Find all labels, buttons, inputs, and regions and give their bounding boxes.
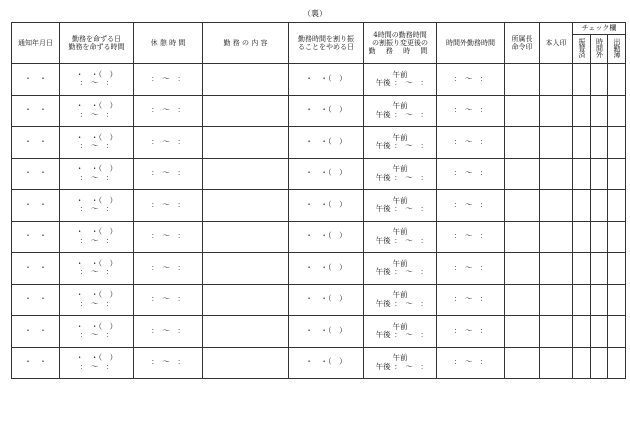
cell-4hour-change[interactable]: 午前 午後 ： 〜 ： <box>364 316 437 348</box>
cell-cancel-date[interactable]: ・ ・（ ） <box>289 284 364 316</box>
cell-check-overtime[interactable] <box>591 316 608 348</box>
cell-notice-date[interactable]: ・ ・ <box>12 284 60 316</box>
table-row <box>12 158 626 190</box>
header-check-transfer: 振替済 <box>573 35 591 64</box>
cell-notice-date[interactable]: ・ ・ <box>12 95 60 127</box>
cell-check-overtime[interactable] <box>591 284 608 316</box>
cell-check-attendance[interactable] <box>608 158 626 190</box>
header-check-column: チェック欄 <box>573 23 626 35</box>
cell-cancel-date[interactable]: ・ ・（ ） <box>289 95 364 127</box>
cell-check-transfer[interactable] <box>573 127 591 159</box>
cell-overtime[interactable]: ： 〜 ： <box>437 253 505 285</box>
cell-notice-date[interactable]: ・ ・ <box>12 253 60 285</box>
cell-check-transfer[interactable] <box>573 190 591 222</box>
cell-break-time[interactable]: ： 〜 ： <box>134 221 203 253</box>
table-row <box>12 190 626 222</box>
header-work-order-line1: 勤務を命ずる日 <box>72 34 121 43</box>
cell-work-content[interactable] <box>203 284 289 316</box>
cell-work-order[interactable]: ・ ・（ ） ： 〜 ： <box>60 64 134 96</box>
cell-notice-date[interactable]: ・ ・ <box>12 127 60 159</box>
table-row <box>12 221 626 253</box>
cell-notice-date[interactable]: ・ ・ <box>12 64 60 96</box>
cell-4hour-change[interactable]: 午前 午後 ： 〜 ： <box>364 95 437 127</box>
cell-break-time[interactable]: ： 〜 ： <box>134 95 203 127</box>
cell-break-time[interactable]: ： 〜 ： <box>134 190 203 222</box>
cell-self-seal[interactable] <box>540 347 573 379</box>
cell-check-attendance[interactable] <box>608 316 626 348</box>
cell-notice-date[interactable]: ・ ・ <box>12 316 60 348</box>
cell-break-time[interactable]: ： 〜 ： <box>134 316 203 348</box>
cell-break-time[interactable]: ： 〜 ： <box>134 127 203 159</box>
header-break-time: 休 憩 時 間 <box>134 23 203 64</box>
header-chief-line1: 所属長 <box>511 34 533 43</box>
cell-self-seal[interactable] <box>540 64 573 96</box>
cell-check-overtime[interactable] <box>591 221 608 253</box>
cell-check-attendance[interactable] <box>608 64 626 96</box>
table-row <box>12 127 626 159</box>
header-4hour-line1: 4時間の勤務時間 <box>373 30 427 39</box>
cell-chief-seal[interactable] <box>505 221 540 253</box>
cell-self-seal[interactable] <box>540 284 573 316</box>
cell-break-time[interactable]: ： 〜 ： <box>134 64 203 96</box>
cell-work-order[interactable]: ・ ・（ ） ： 〜 ： <box>60 95 134 127</box>
cell-cancel-date[interactable]: ・ ・（ ） <box>289 253 364 285</box>
cell-check-overtime[interactable] <box>591 64 608 96</box>
cell-check-attendance[interactable] <box>608 190 626 222</box>
header-chief-line2: 命令印 <box>511 43 533 51</box>
header-cancel-line1: 勤務時間を割り振 <box>298 34 354 43</box>
cell-notice-date[interactable]: ・ ・ <box>12 190 60 222</box>
cell-4hour-change[interactable]: 午前 午後 ： 〜 ： <box>364 64 437 96</box>
cell-overtime[interactable]: ： 〜 ： <box>437 95 505 127</box>
cell-chief-seal[interactable] <box>505 127 540 159</box>
cell-self-seal[interactable] <box>540 190 573 222</box>
cell-work-content[interactable] <box>203 221 289 253</box>
table-row <box>12 347 626 379</box>
table-row <box>12 64 626 96</box>
table-row <box>12 95 626 127</box>
header-work-order <box>60 23 134 64</box>
cell-cancel-date[interactable]: ・ ・（ ） <box>289 316 364 348</box>
cell-chief-seal[interactable] <box>505 158 540 190</box>
cell-work-order[interactable]: ・ ・（ ） ： 〜 ： <box>60 158 134 190</box>
cell-overtime[interactable]: ： 〜 ： <box>437 284 505 316</box>
cell-check-transfer[interactable] <box>573 284 591 316</box>
cell-self-seal[interactable] <box>540 316 573 348</box>
cell-self-seal[interactable] <box>540 158 573 190</box>
cell-check-transfer[interactable] <box>573 64 591 96</box>
header-4hour-line2: の割振り変更後の <box>372 38 428 47</box>
cell-work-content[interactable] <box>203 316 289 348</box>
cell-check-attendance[interactable] <box>608 284 626 316</box>
cell-chief-seal[interactable] <box>505 190 540 222</box>
header-cancel-line2: ることをやめる日 <box>298 43 354 51</box>
table-row <box>12 284 626 316</box>
cell-cancel-date[interactable]: ・ ・（ ） <box>289 221 364 253</box>
cell-check-attendance[interactable] <box>608 127 626 159</box>
cell-check-attendance[interactable] <box>608 221 626 253</box>
cell-overtime[interactable]: ： 〜 ： <box>437 64 505 96</box>
header-4hour-line3: 勤 務 時 間 <box>368 47 432 56</box>
cell-overtime[interactable]: ： 〜 ： <box>437 221 505 253</box>
cell-notice-date[interactable]: ・ ・ <box>12 347 60 379</box>
cell-check-overtime[interactable] <box>591 127 608 159</box>
page-side-label: （裏） <box>303 9 327 18</box>
cell-check-transfer[interactable] <box>573 316 591 348</box>
header-chief-seal <box>505 23 540 64</box>
cell-cancel-date[interactable]: ・ ・（ ） <box>289 190 364 222</box>
cell-break-time[interactable]: ： 〜 ： <box>134 347 203 379</box>
cell-overtime[interactable]: ： 〜 ： <box>437 316 505 348</box>
cell-check-attendance[interactable] <box>608 347 626 379</box>
header-overtime: 時間外勤務時間 <box>437 23 505 64</box>
cell-notice-date[interactable]: ・ ・ <box>12 221 60 253</box>
cell-chief-seal[interactable] <box>505 95 540 127</box>
cell-notice-date[interactable]: ・ ・ <box>12 158 60 190</box>
work-order-form-table <box>11 22 626 379</box>
cell-work-order[interactable]: ・ ・（ ） ： 〜 ： <box>60 127 134 159</box>
cell-work-order[interactable]: ・ ・（ ） ： 〜 ： <box>60 284 134 316</box>
cell-self-seal[interactable] <box>540 127 573 159</box>
cell-check-overtime[interactable] <box>591 158 608 190</box>
cell-overtime[interactable]: ： 〜 ： <box>437 190 505 222</box>
cell-work-order[interactable]: ・ ・（ ） ： 〜 ： <box>60 253 134 285</box>
header-cancel-date <box>289 23 364 64</box>
cell-work-order[interactable]: ・ ・（ ） ： 〜 ： <box>60 316 134 348</box>
cell-4hour-change[interactable]: 午前 午後 ： 〜 ： <box>364 221 437 253</box>
table-row <box>12 316 626 348</box>
cell-check-transfer[interactable] <box>573 347 591 379</box>
cell-cancel-date[interactable]: ・ ・（ ） <box>289 64 364 96</box>
cell-break-time[interactable]: ： 〜 ： <box>134 158 203 190</box>
cell-work-content[interactable] <box>203 64 289 96</box>
cell-self-seal[interactable] <box>540 253 573 285</box>
header-check-attendance: 出勤簿 <box>608 35 626 64</box>
cell-chief-seal[interactable] <box>505 64 540 96</box>
header-work-order-line2: 勤務を命ずる時間 <box>68 43 125 51</box>
cell-check-overtime[interactable] <box>591 347 608 379</box>
cell-work-content[interactable] <box>203 253 289 285</box>
cell-4hour-change[interactable]: 午前 午後 ： 〜 ： <box>364 158 437 190</box>
cell-check-transfer[interactable] <box>573 95 591 127</box>
cell-work-content[interactable] <box>203 127 289 159</box>
cell-check-transfer[interactable] <box>573 253 591 285</box>
cell-4hour-change[interactable]: 午前 午後 ： 〜 ： <box>364 190 437 222</box>
cell-4hour-change[interactable]: 午前 午後 ： 〜 ： <box>364 253 437 285</box>
cell-check-overtime[interactable] <box>591 95 608 127</box>
cell-self-seal[interactable] <box>540 221 573 253</box>
header-self-seal: 本人印 <box>540 23 573 64</box>
table-row <box>12 253 626 285</box>
cell-chief-seal[interactable] <box>505 316 540 348</box>
cell-break-time[interactable]: ： 〜 ： <box>134 284 203 316</box>
cell-check-transfer[interactable] <box>573 158 591 190</box>
cell-check-attendance[interactable] <box>608 253 626 285</box>
cell-chief-seal[interactable] <box>505 253 540 285</box>
header-check-overtime: 時間外 <box>591 35 608 64</box>
cell-work-content[interactable] <box>203 95 289 127</box>
cell-check-overtime[interactable] <box>591 190 608 222</box>
cell-work-content[interactable] <box>203 158 289 190</box>
cell-chief-seal[interactable] <box>505 284 540 316</box>
cell-4hour-change[interactable]: 午前 午後 ： 〜 ： <box>364 347 437 379</box>
cell-work-content[interactable] <box>203 347 289 379</box>
cell-self-seal[interactable] <box>540 95 573 127</box>
cell-work-order[interactable]: ・ ・（ ） ： 〜 ： <box>60 190 134 222</box>
cell-overtime[interactable]: ： 〜 ： <box>437 127 505 159</box>
cell-cancel-date[interactable]: ・ ・（ ） <box>289 347 364 379</box>
cell-cancel-date[interactable]: ・ ・（ ） <box>289 127 364 159</box>
cell-cancel-date[interactable]: ・ ・（ ） <box>289 158 364 190</box>
cell-overtime[interactable]: ： 〜 ： <box>437 158 505 190</box>
header-notice-date: 通知年月日 <box>12 23 60 64</box>
cell-work-order[interactable]: ・ ・（ ） ： 〜 ： <box>60 347 134 379</box>
cell-work-content[interactable] <box>203 190 289 222</box>
header-work-content: 勤 務 の 内 容 <box>203 23 289 64</box>
header-4hour-change <box>364 23 437 64</box>
cell-check-attendance[interactable] <box>608 95 626 127</box>
cell-work-order[interactable]: ・ ・（ ） ： 〜 ： <box>60 221 134 253</box>
cell-chief-seal[interactable] <box>505 347 540 379</box>
cell-check-overtime[interactable] <box>591 253 608 285</box>
cell-4hour-change[interactable]: 午前 午後 ： 〜 ： <box>364 127 437 159</box>
cell-check-transfer[interactable] <box>573 221 591 253</box>
cell-break-time[interactable]: ： 〜 ： <box>134 253 203 285</box>
cell-4hour-change[interactable]: 午前 午後 ： 〜 ： <box>364 284 437 316</box>
cell-overtime[interactable]: ： 〜 ： <box>437 347 505 379</box>
